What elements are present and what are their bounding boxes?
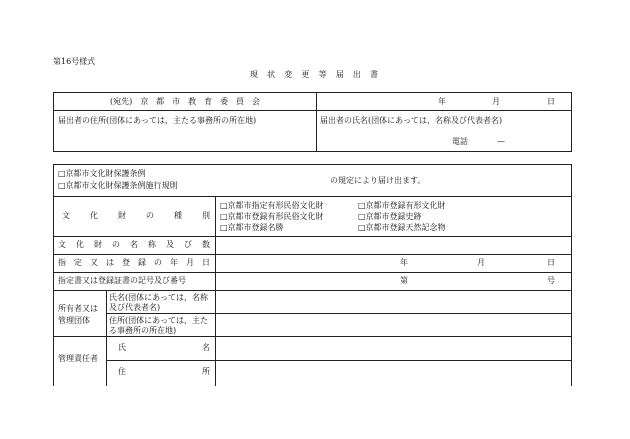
label-char: (宛先) (110, 97, 133, 106)
owner-name-label-2: 及び代表者名) (109, 303, 161, 312)
reg-date-month: 月 (477, 258, 485, 267)
label-char: 種 (174, 211, 182, 220)
label-char: 日 (202, 258, 210, 267)
top-date-day: 日 (547, 97, 555, 106)
ordinance-checkbox-1[interactable]: □京都市文化財保護条例 (58, 169, 146, 178)
label-char: 又 (90, 258, 98, 267)
label-char: 財 (94, 240, 102, 249)
label-char: 名 (130, 240, 138, 249)
label-char: 書 (369, 70, 378, 79)
cert-dai: 第 (400, 276, 408, 285)
owner-address-label-1: 住所(団体にあっては，主た (109, 316, 209, 325)
label-char: 更 (301, 70, 310, 79)
label-char: 化 (90, 211, 98, 220)
phone-label: 電話 (452, 137, 468, 146)
form-number: 第16号様式 (53, 57, 96, 66)
type-option-1[interactable]: □京都市指定有形民俗文化財 (220, 201, 324, 210)
manager-name-label (118, 343, 210, 353)
label-char: は (106, 258, 114, 267)
cert-go: 号 (547, 276, 555, 285)
label-char: 数 (202, 240, 210, 249)
type-option-6[interactable]: □京都市登録天然記念物 (358, 223, 446, 232)
type-label (62, 211, 210, 221)
divider (53, 236, 572, 237)
label-char: 月 (186, 258, 194, 267)
owner-address-label-2: る事務所の所在地) (109, 326, 177, 335)
label-char: 変 (284, 70, 293, 79)
ordinance-checkbox-2[interactable]: □京都市文化財保護条例施行規則 (58, 181, 178, 190)
label-char: 委 (220, 97, 229, 106)
manager-label: 管理責任者 (58, 354, 98, 363)
label-char: の (146, 211, 154, 220)
phone-dash: — (497, 137, 505, 146)
manager-address-label (118, 367, 210, 377)
label-char: 氏 (118, 343, 126, 352)
label-char: 登 (122, 258, 130, 267)
label-char: 録 (138, 258, 146, 267)
type-option-3[interactable]: □京都市登録有形民俗文化財 (220, 212, 324, 221)
divider (53, 272, 572, 273)
label-char: 文 (62, 211, 70, 220)
type-option-4[interactable]: □京都市登録史跡 (358, 212, 422, 221)
label-char: 都 (156, 97, 165, 106)
divider (53, 254, 572, 255)
type-option-2[interactable]: □京都市登録有形文化財 (358, 201, 446, 210)
label-char: 定 (74, 258, 82, 267)
label-char: 市 (172, 97, 181, 106)
reg-date-year: 年 (400, 258, 408, 267)
report-statement: の規定により届け出ます。 (330, 176, 426, 185)
owner-group-label-2: 管理団体 (58, 316, 90, 325)
label-char: 所 (202, 367, 210, 376)
divider (53, 290, 572, 291)
label-char: 財 (118, 211, 126, 220)
label-char: 住 (118, 367, 126, 376)
label-char: び (184, 240, 192, 249)
name-count-label (58, 240, 210, 250)
cert-label: 指定書又は登録証書の記号及び番号 (58, 276, 186, 285)
label-char: 届 (335, 70, 344, 79)
form-title (250, 70, 378, 80)
applicant-name-label: 届出者の氏名(団体にあっては，名称及び代表者名) (320, 116, 503, 125)
label-char: 出 (352, 70, 361, 79)
label-char: 等 (318, 70, 327, 79)
label-char: の (154, 258, 162, 267)
type-option-5[interactable]: □京都市登録名勝 (220, 223, 284, 232)
label-char: 会 (252, 97, 260, 106)
label-char: 称 (148, 240, 156, 249)
label-char: 文 (58, 240, 66, 249)
divider (316, 92, 317, 152)
owner-name-label-1: 氏名(団体にあっては，名称 (109, 293, 209, 302)
applicant-address-label: 届出者の住所(団体にあっては，主たる事務所の所在地) (58, 116, 257, 125)
top-date-year: 年 (438, 97, 446, 106)
label-char: 別 (202, 211, 210, 220)
label-char: 指 (58, 258, 66, 267)
label-char: 化 (76, 240, 84, 249)
label-char: 及 (166, 240, 174, 249)
label-char: 教 (188, 97, 197, 106)
top-date-month: 月 (492, 97, 500, 106)
divider (53, 336, 572, 337)
date-row-label (58, 258, 210, 268)
owner-group-label-1: 所有者又は (58, 304, 98, 313)
reg-date-day: 日 (547, 258, 555, 267)
label-char: 員 (236, 97, 245, 106)
divider (215, 196, 216, 386)
divider (53, 110, 572, 111)
label-char: 京 (140, 97, 149, 106)
label-char: 育 (204, 97, 213, 106)
label-char: の (112, 240, 120, 249)
divider (106, 290, 107, 386)
label-char: 現 (250, 70, 258, 79)
label-char: 年 (170, 258, 178, 267)
label-char: 名 (202, 343, 210, 352)
divider (106, 313, 572, 314)
addressee (110, 97, 260, 107)
divider (106, 360, 572, 361)
label-char: 状 (267, 70, 276, 79)
divider (53, 196, 572, 197)
